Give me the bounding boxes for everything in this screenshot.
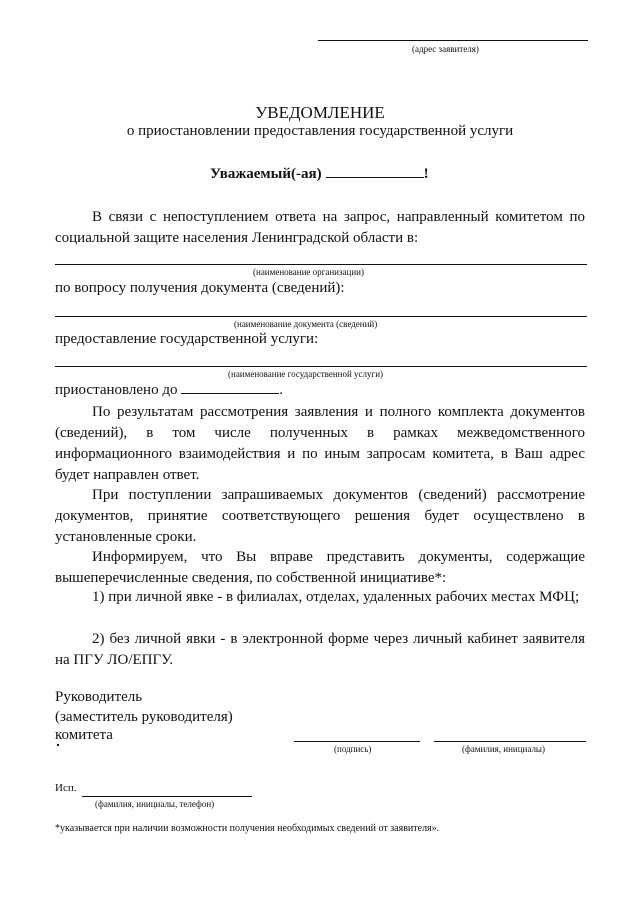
document-subtitle: о приостановлении предоставления государственной услуги [126, 123, 514, 139]
suspended-until-label: приостановлено до [55, 382, 178, 398]
document-caption: (наименование документа (сведений) [234, 319, 378, 329]
footnote: *указывается при наличии возможности получения необходимых сведений от заявителя». [55, 823, 440, 834]
receipt-paragraph [55, 485, 585, 548]
organization-line [55, 264, 587, 265]
signature-line [294, 741, 420, 742]
service-line [55, 366, 587, 367]
organization-caption: (наименование организации) [253, 267, 364, 277]
applicant-address-line [318, 40, 588, 41]
inform-paragraph [55, 547, 585, 589]
option-1 [55, 587, 585, 608]
suspended-date-blank [181, 381, 279, 394]
greeting-name-blank [326, 165, 424, 178]
document-question: по вопросу получения документа (сведений): [55, 280, 345, 296]
name-line [434, 741, 586, 742]
executor-label: Исп. [55, 782, 77, 794]
greeting-ending: ! [423, 166, 429, 182]
results-text: По результатам рассмотрения заявления и полного комплекта документов (сведений), в том числе полученных в рамках межведомственного информационного взаимодействия и по иным запросам комитета, в Ваш адрес будет направлен ответ. [55, 404, 585, 483]
greeting [210, 165, 429, 183]
signatory-role-line2: (заместитель руководителя) [55, 709, 233, 725]
greeting-text: Уважаемый(-ая) [210, 166, 322, 182]
suspended-until-end: . [279, 382, 283, 398]
document-line [55, 316, 587, 317]
service-label: предоставление государственной услуги: [55, 331, 319, 347]
intro-text: В связи с непоступлением ответа на запрос, направленный комитетом по социальной защите населения Ленинградской области в: [55, 209, 585, 246]
signatory-role-line1: Руководитель [55, 689, 143, 705]
document-title: УВЕДОМЛЕНИЕ [255, 103, 385, 122]
receipt-text: При поступлении запрашиваемых документов (сведений) рассмотрение документов, принятие соответствующего решения будет осуществлено в установленные сроки. [55, 487, 585, 545]
option-1-text: 1) при личной явке - в филиалах, отделах, удаленных рабочих местах МФЦ; [92, 589, 580, 605]
suspended-until [55, 380, 283, 401]
executor-line [82, 796, 252, 797]
inform-text: Информируем, что Вы вправе представить документы, содержащие вышеперечисленные сведения, по собственной инициативе*: [55, 549, 585, 586]
service-caption: (наименование государственной услуги) [228, 369, 384, 379]
executor-caption: (фамилия, инициалы, телефон) [95, 799, 215, 809]
results-paragraph [55, 402, 585, 486]
signatory-role-line3: комитета [55, 727, 113, 743]
option-2-text: 2) без личной явки - в электронной форме через личный кабинет заявителя на ПГУ ЛО/ЕПГУ. [55, 631, 585, 668]
intro-paragraph [55, 207, 585, 249]
signature-dot [57, 744, 59, 746]
signature-caption: (подпись) [334, 744, 372, 754]
name-caption: (фамилия, инициалы) [462, 744, 545, 754]
option-2 [55, 629, 585, 671]
applicant-address-caption: (адрес заявителя) [412, 44, 479, 54]
